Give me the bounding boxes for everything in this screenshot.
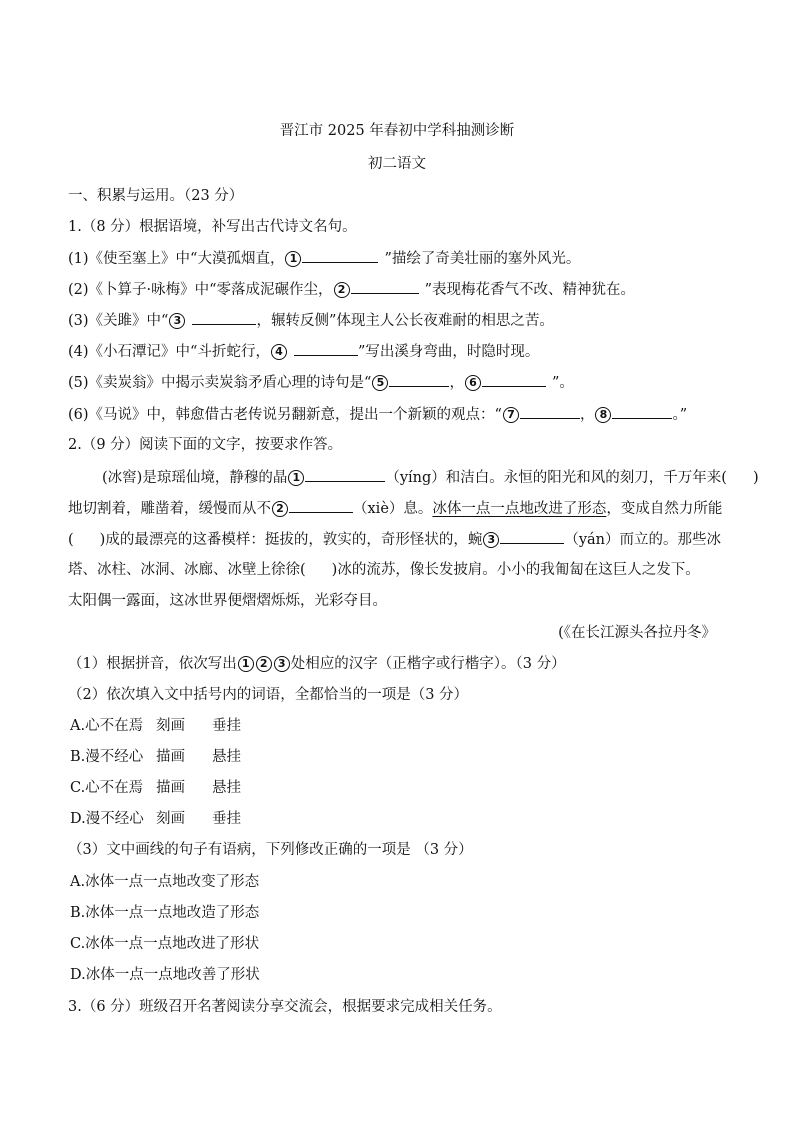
blank-marker-7: 7 <box>503 407 519 423</box>
pinyin-blank-2[interactable] <box>289 498 353 513</box>
sub-question-1: （1）根据拼音，依次写出 1 2 3 处相应的汉字（正楷字或行楷字）。（3 分） <box>68 656 566 672</box>
q1-item-2: (2)《卜算子·咏梅》中“零落成泥碾作尘， 2 ”表现梅花香气不改、精神犹在。 <box>68 279 794 300</box>
pinyin-marker-3: 3 <box>483 532 499 548</box>
option-2b[interactable]: B.漫不经心 描画 悬挂 <box>70 749 241 765</box>
question-1-stem: 1.（8 分）根据语境，补写出古代诗文名句。 <box>68 219 357 235</box>
pinyin-blank-1[interactable] <box>305 467 385 482</box>
underlined-sentence: 冰体一点一点地改进了形态 <box>432 501 607 517</box>
option-3b[interactable]: B.冰体一点一点地改造了形态 <box>70 905 260 921</box>
blank-marker-4: 4 <box>271 344 287 360</box>
passage-line-5: 太阳偶一露面，这冰世界便熠熠烁烁，光彩夺目。 <box>68 593 387 609</box>
sub-question-3: （3）文中画线的句子有语病，下列修改正确的一项是 （3 分） <box>68 842 473 858</box>
question-3-stem: 3.（6 分）班级召开名著阅读分享交流会，根据要求完成相关任务。 <box>68 999 502 1015</box>
q1-item-1: (1)《使至塞上》中“大漠孤烟直， 1 ”描绘了奇美壮丽的塞外风光。 <box>68 248 794 269</box>
passage-line-2: 地切割着，雕凿着，缓慢而从不 2 （xiè）息。冰体一点一点地改进了形态，变成自然力所能 <box>68 498 794 519</box>
blank-marker-2: 2 <box>334 282 350 298</box>
pinyin-blank-3[interactable] <box>500 529 564 544</box>
option-3d[interactable]: D.冰体一点一点地改善了形状 <box>70 967 260 983</box>
answer-blank-4[interactable] <box>294 341 358 356</box>
q1-item-4: (4)《小石潭记》中“斗折蛇行， 4 ”写出溪身弯曲，时隐时现。 <box>68 341 794 362</box>
answer-blank-1[interactable] <box>302 248 378 263</box>
pinyin-marker-2: 2 <box>272 501 288 517</box>
blank-marker-3: 3 <box>169 313 185 329</box>
blank-marker-1: 1 <box>285 251 301 267</box>
answer-blank-3[interactable] <box>192 310 256 325</box>
answer-blank-6[interactable] <box>482 372 546 387</box>
subject-title: 初二语文 <box>368 156 426 172</box>
answer-blank-5[interactable] <box>389 372 449 387</box>
q1-item-3: (3)《关雎》中“ 3 ，辗转反侧”体现主人公长夜难耐的相思之苦。 <box>68 310 794 331</box>
blank-marker-8: 8 <box>595 407 611 423</box>
passage-line-4: 塔、冰柱、冰洞、冰廊、冰壁上徐徐( )冰的流苏，像长发披肩。小小的我匍匐在这巨人之发下。 <box>68 562 700 578</box>
option-2c[interactable]: C.心不在焉 描画 悬挂 <box>70 780 241 796</box>
pinyin-marker-1: 1 <box>288 470 304 486</box>
answer-blank-7[interactable] <box>520 404 580 419</box>
q1-item-5: (5)《卖炭翁》中揭示卖炭翁矛盾心理的诗句是“ 5 ， 6 ”。 <box>68 372 794 393</box>
answer-blank-8[interactable] <box>612 404 672 419</box>
passage-line-3: ( )成的最漂亮的这番模样：挺拔的，敦实的，奇形怪状的，蜿 3 （yán）而立的。那些冰 <box>68 529 794 550</box>
option-3a[interactable]: A.冰体一点一点地改变了形态 <box>70 874 260 890</box>
section-heading: 一、积累与运用。（23 分） <box>68 188 244 204</box>
answer-blank-2[interactable] <box>351 279 419 294</box>
exam-title: 晋江市 2025 年春初中学科抽测诊断 <box>279 123 515 139</box>
question-2-stem: 2.（9 分）阅读下面的文字，按要求作答。 <box>68 437 343 453</box>
option-2a[interactable]: A.心不在焉 刻画 垂挂 <box>70 718 241 734</box>
sub-question-2: （2）依次填入文中括号内的词语，全都恰当的一项是（3 分） <box>68 687 469 703</box>
blank-marker-5: 5 <box>372 375 388 391</box>
option-2d[interactable]: D.漫不经心 刻画 垂挂 <box>70 811 241 827</box>
option-3c[interactable]: C.冰体一点一点地改进了形状 <box>70 936 260 952</box>
blank-marker-6: 6 <box>465 375 481 391</box>
passage-line-1: (冰窖)是琼瑶仙境，静穆的晶 1 （yíng）和洁白。永恒的阳光和风的刻刀，千万年来( ) <box>102 467 794 488</box>
passage-source: (《在长江源头各拉丹冬》 <box>558 625 716 641</box>
q1-item-6: (6)《马说》中，韩愈借古老传说另翻新意，提出一个新颖的观点：“ 7 ， 8 。” <box>68 404 794 425</box>
